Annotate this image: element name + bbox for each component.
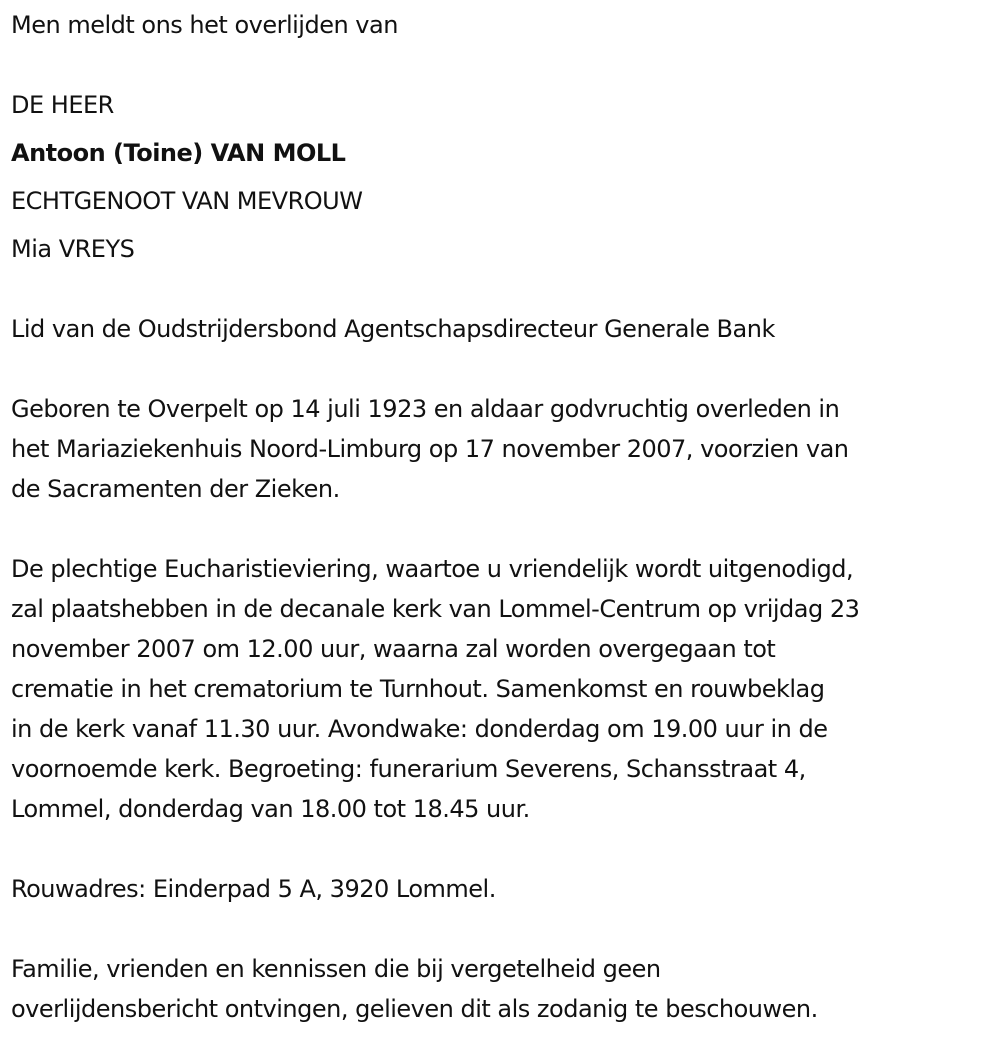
intro-text: Men meldt ons het overlijden van: [11, 11, 398, 39]
ceremony-line: crematie in het crematorium te Turnhout. Samenkomst en rouwbeklag: [11, 675, 825, 703]
closing-line: overlijdensbericht ontvingen, gelieven dit als zodanig te beschouwen.: [11, 995, 818, 1023]
spouse-label: ECHTGENOOT VAN MEVROUW: [11, 187, 363, 215]
closing-line: Familie, vrienden en kennissen die bij vergetelheid geen: [11, 955, 661, 983]
ceremony-line: november 2007 om 12.00 uur, waarna zal worden overgegaan tot: [11, 635, 776, 663]
title-text: DE HEER: [11, 91, 114, 119]
ceremony-line: in de kerk vanaf 11.30 uur. Avondwake: donderdag om 19.00 uur in de: [11, 715, 828, 743]
ceremony-line: Lommel, donderdag van 18.00 tot 18.45 uur.: [11, 795, 530, 823]
birth-death-line: het Mariaziekenhuis Noord-Limburg op 17 november 2007, voorzien van: [11, 435, 849, 463]
spouse-name: Mia VREYS: [11, 235, 135, 263]
ceremony-line: De plechtige Eucharistieviering, waartoe u vriendelijk wordt uitgenodigd,: [11, 555, 854, 583]
deceased-name: Antoon (Toine) VAN MOLL: [11, 139, 346, 167]
birth-death-line: de Sacramenten der Zieken.: [11, 475, 340, 503]
membership-text: Lid van de Oudstrijdersbond Agentschapsdirecteur Generale Bank: [11, 315, 775, 343]
ceremony-line: zal plaatshebben in de decanale kerk van Lommel-Centrum op vrijdag 23: [11, 595, 860, 623]
birth-death-line: Geboren te Overpelt op 14 juli 1923 en aldaar godvruchtig overleden in: [11, 395, 840, 423]
ceremony-line: voornoemde kerk. Begroeting: funerarium Severens, Schansstraat 4,: [11, 755, 806, 783]
address-text: Rouwadres: Einderpad 5 A, 3920 Lommel.: [11, 875, 496, 903]
